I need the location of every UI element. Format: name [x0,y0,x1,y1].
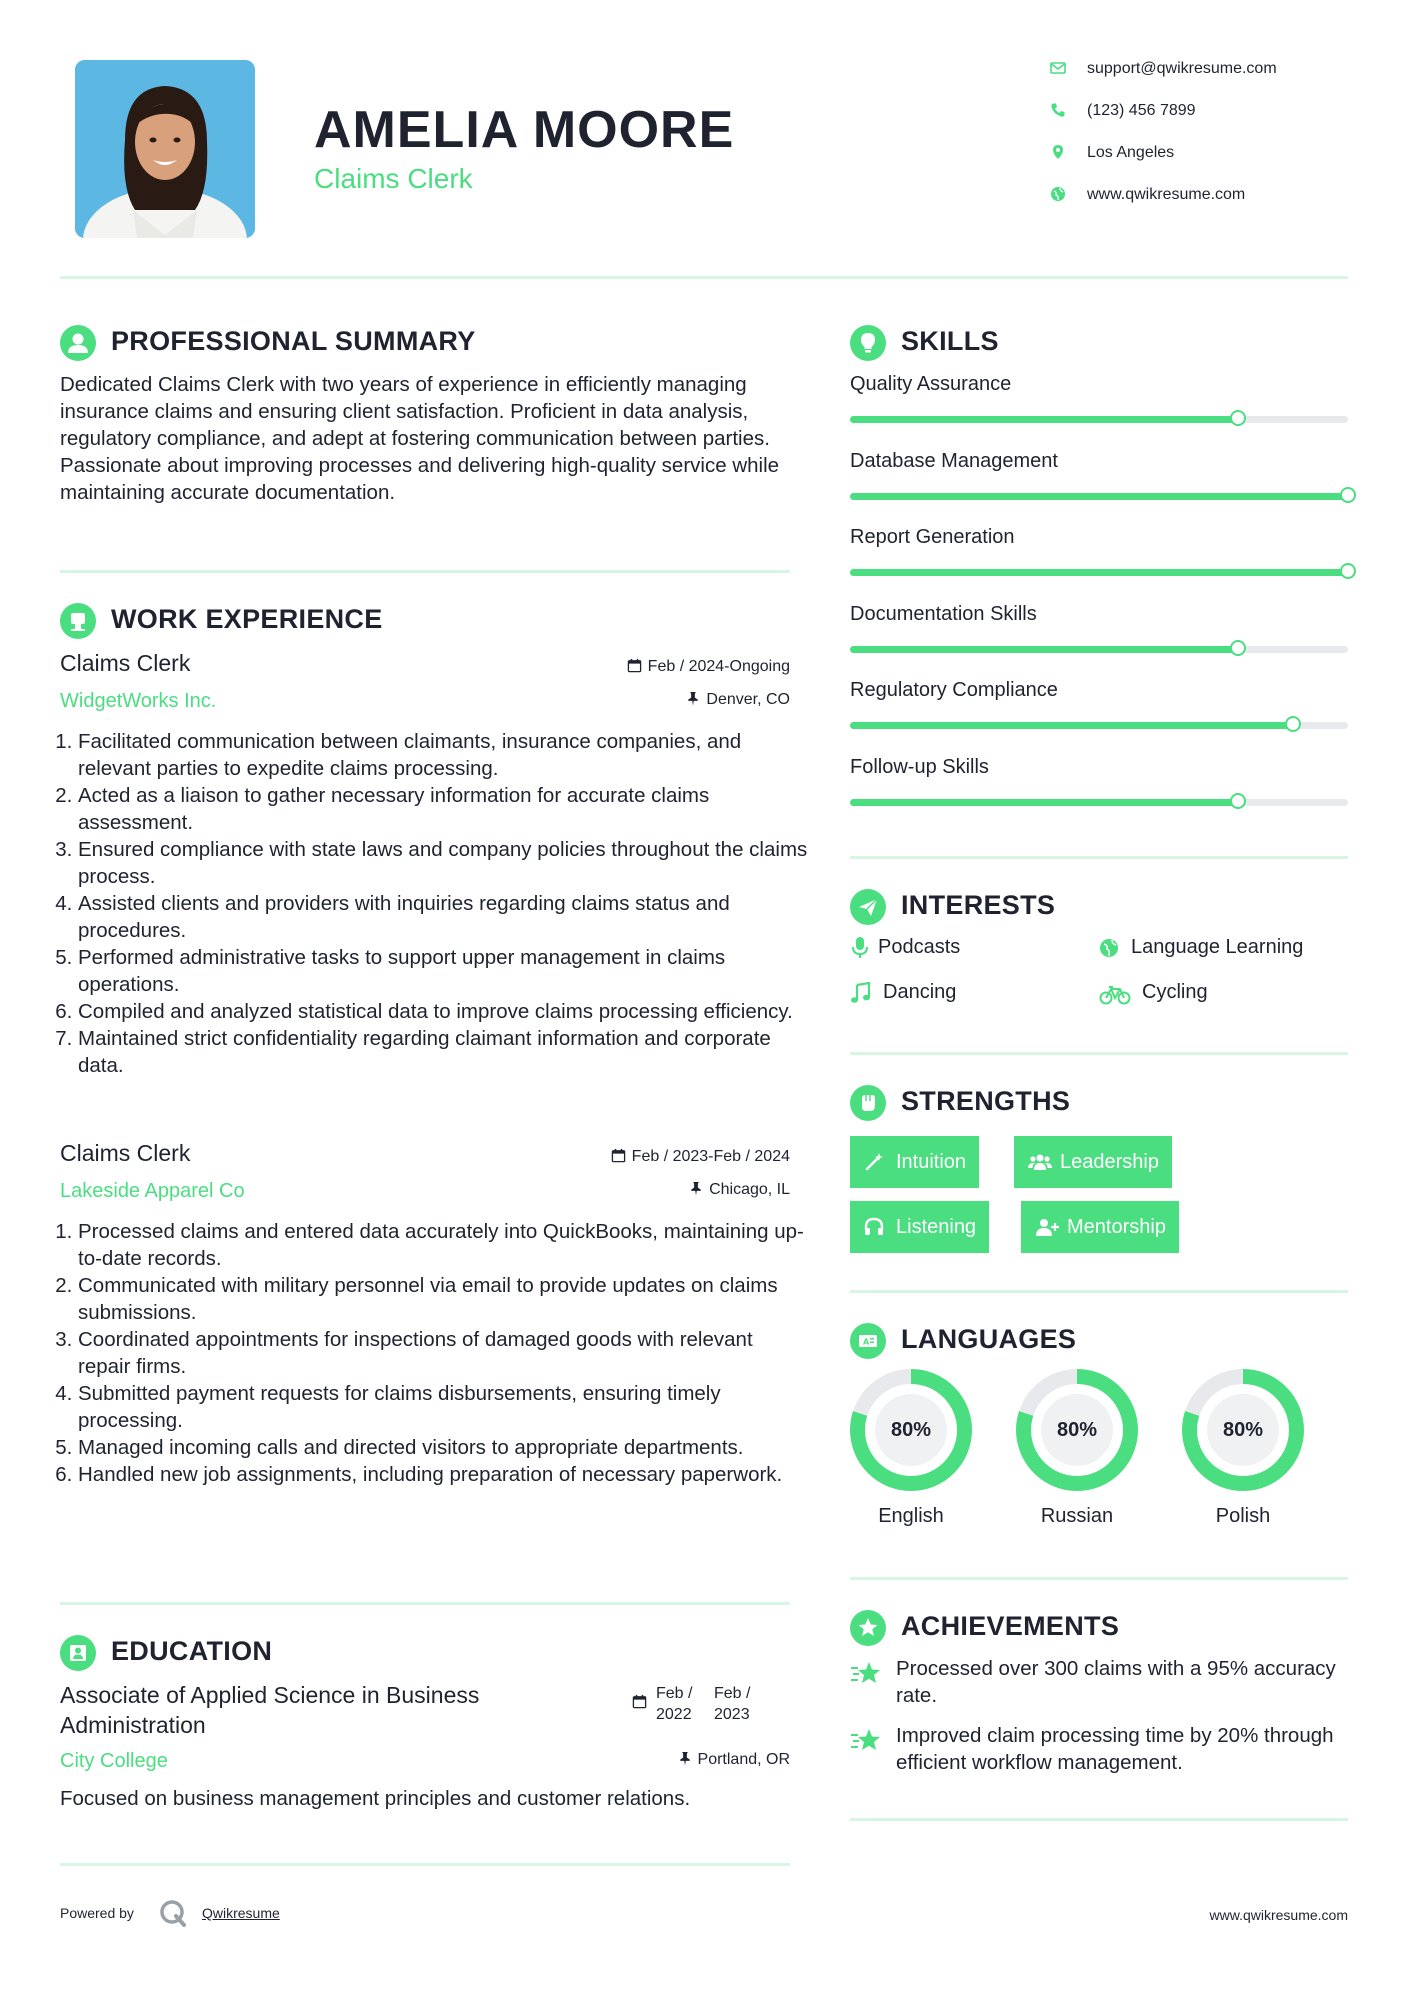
envelope-icon [1050,60,1066,76]
skill-bar-knob [1285,716,1301,732]
fist-icon [850,1085,886,1121]
calendar-icon [632,1694,647,1709]
languages-divider [850,1577,1348,1580]
globe-icon [1050,186,1066,202]
strength-intuition-label: Intuition [896,1151,967,1173]
strengths-heading: STRENGTHS [901,1086,1071,1116]
education-school: City College [60,1750,168,1772]
skill-bar-fill [850,799,1238,806]
headphones-icon [864,1217,884,1237]
summary-text: Dedicated Claims Clerk with two years of experience in efficiently managing insurance claims and ensuring client satisfaction. Proficient in data analysis, regulatory compliance, and adept at fostering communication between parties. Passionate about improving processes and delivering high-quality service while maintaining accurate documentation. [60,373,780,504]
achievement-2: Improved claim processing time by 20% through efficient workflow management. [896,1724,1334,1774]
skill-name: Documentation Skills [850,602,1037,625]
education-location-text: Portland, OR [697,1751,790,1768]
music-note-icon [850,982,872,1004]
candidate-name: AMELIA MOORE [314,101,735,159]
education-description: Focused on business management principles and customer relations. [60,1787,691,1810]
globe-icon [1099,938,1119,958]
skill-name: Follow-up Skills [850,755,989,778]
paper-plane-icon [850,889,886,925]
language-icon [850,1323,886,1359]
education-dates [630,1683,790,1723]
language-ring-inner [865,1384,957,1476]
candidate-title: Claims Clerk [314,163,473,194]
pushpin-icon [687,691,699,706]
language-ring-inner [1197,1384,1289,1476]
users-icon [1028,1152,1052,1172]
magic-wand-icon [864,1152,884,1172]
phone-icon [1050,102,1066,118]
microphone-icon [850,936,870,960]
education-end: Feb / 2023 [714,1685,751,1723]
strength-leadership-label: Leadership [1060,1151,1159,1173]
skill-bar-track [850,493,1348,500]
achievements-divider [850,1818,1348,1821]
language-ring [1016,1369,1138,1491]
skill-bar-knob [1230,793,1246,809]
svg-text:A: A [863,1337,870,1347]
language-ring [1182,1369,1304,1491]
skills-divider [850,856,1348,859]
skill-bar-knob [1230,410,1246,426]
star-icon [850,1727,882,1755]
list-item: 1. Facilitated communication between claimants, insurance companies, and relevant parties to expedite claims processing. [78,728,808,782]
skill-bar-track [850,722,1348,729]
interest-language-learning: Language Learning [1131,936,1304,958]
user-icon [60,325,96,361]
qwikresume-logo-icon [158,1898,188,1928]
pushpin-icon [679,1751,691,1766]
qwikresume-link[interactable]: Qwikresume [202,1905,280,1921]
skill-bar-fill [850,569,1348,576]
strengths-divider [850,1290,1348,1293]
job-1-dates [627,658,790,676]
education-divider [60,1863,790,1866]
phone-text: (123) 456 7899 [1087,102,1196,119]
job-1-title: Claims Clerk [60,650,191,676]
job-1-dates-text: Feb / 2024-Ongoing [647,658,790,675]
skill-bar-fill [850,646,1238,653]
languages-heading: LANGUAGES [901,1324,1077,1354]
job-2-location-text: Chicago, IL [709,1181,790,1198]
experience-divider [60,1602,790,1605]
skill-name: Quality Assurance [850,373,1012,395]
list-item: 4. Assisted clients and providers with inquiries regarding claims status and procedures. [78,890,808,944]
strength-intuition [850,1136,979,1188]
job-1-location-text: Denver, CO [706,691,790,708]
summary-heading: PROFESSIONAL SUMMARY [111,326,476,356]
calendar-icon [627,658,642,673]
star-icon [850,1660,882,1688]
summary-divider [60,570,790,573]
website-text: www.qwikresume.com [1087,186,1246,203]
skill-bar-knob [1340,487,1356,503]
job-2-dates [611,1148,790,1166]
job-2-bullets [60,1218,808,1488]
education-start: Feb / 2022 [656,1685,693,1723]
language-name: English [878,1505,944,1527]
list-item: 6. Handled new job assignments, including preparation of necessary paperwork. [78,1461,808,1488]
language-ring [850,1369,972,1491]
list-item: 4. Submitted payment requests for claims disbursements, ensuring timely processing. [78,1380,808,1434]
list-item: 3. Coordinated appointments for inspections of damaged goods with relevant repair firms. [78,1326,808,1380]
pushpin-icon [690,1181,702,1196]
skill-bar-fill [850,722,1293,729]
skill-name: Regulatory Compliance [850,679,1058,701]
language-percent: 80% [1207,1394,1279,1466]
skill-bar-track [850,799,1348,806]
interests-divider [850,1052,1348,1055]
bicycle-icon [1099,985,1131,1005]
strength-mentorship [1021,1201,1179,1253]
job-2-title: Claims Clerk [60,1140,191,1166]
strength-leadership [1014,1136,1172,1188]
skill-bar-track [850,416,1348,423]
calendar-icon [611,1148,626,1163]
strength-listening-label: Listening [896,1216,977,1238]
skill-bar-track [850,569,1348,576]
list-item: 5. Performed administrative tasks to support upper management in claims operations. [78,944,808,998]
skill-bar-knob [1230,640,1246,656]
skill-name: Report Generation [850,526,1015,548]
education-heading: EDUCATION [111,1636,273,1666]
job-1-company: WidgetWorks Inc. [60,690,217,712]
list-item: 2. Acted as a liaison to gather necessary information for accurate claims assessment. [78,782,808,836]
experience-heading: WORK EXPERIENCE [111,604,383,634]
achievement-1: Processed over 300 claims with a 95% accuracy rate. [896,1657,1336,1707]
email-text: support@qwikresume.com [1087,60,1277,77]
job-2-location [690,1181,790,1199]
list-item: 6. Compiled and analyzed statistical data to improve claims processing efficiency. [78,998,808,1025]
interests-heading: INTERESTS [901,890,1056,920]
education-location [679,1751,790,1769]
achievements-heading: ACHIEVEMENTS [901,1611,1120,1641]
star-badge-icon [850,1610,886,1646]
list-item: 5. Managed incoming calls and directed visitors to appropriate departments. [78,1434,808,1461]
list-item: 7. Maintained strict confidentiality regarding claimant information and corporate data. [78,1025,808,1079]
location-text: Los Angeles [1087,144,1175,161]
interest-dancing: Dancing [883,981,957,1003]
list-item: 1. Processed claims and entered data accurately into QuickBooks, maintaining up-to-date records. [78,1218,808,1272]
header-divider [60,276,1348,279]
job-1-bullets [60,728,808,1079]
language-percent: 80% [1041,1394,1113,1466]
skill-bar-fill [850,416,1238,423]
strength-listening [850,1201,989,1253]
language-name: Russian [1040,1505,1114,1527]
lightbulb-icon [850,325,886,361]
interest-podcasts: Podcasts [878,936,961,958]
list-item: 3. Ensured compliance with state laws and company policies throughout the claims process. [78,836,808,890]
language-name: Polish [1215,1505,1271,1527]
skill-name: Database Management [850,449,1058,472]
graduation-icon [60,1635,96,1671]
skills-heading: SKILLS [901,326,999,356]
user-plus-icon [1035,1217,1059,1237]
language-ring-inner [1031,1384,1123,1476]
powered-by-label: Powered by [60,1905,134,1921]
list-item: 2. Communicated with military personnel via email to provide updates on claims submissions. [78,1272,808,1326]
profile-photo [75,60,255,238]
briefcase-icon [60,603,96,639]
education-degree: Associate of Applied Science in Business Administration [60,1682,480,1738]
skill-bar-track [850,646,1348,653]
job-1-location [687,691,790,709]
footer-website[interactable]: www.qwikresume.com [1209,1907,1348,1923]
language-percent: 80% [875,1394,947,1466]
skill-bar-knob [1340,563,1356,579]
strength-mentorship-label: Mentorship [1067,1216,1166,1238]
map-pin-icon [1050,144,1066,160]
job-2-company: Lakeside Apparel Co [60,1180,245,1202]
interest-cycling: Cycling [1142,981,1208,1003]
job-2-dates-text: Feb / 2023-Feb / 2024 [631,1148,790,1165]
skill-bar-fill [850,493,1348,500]
